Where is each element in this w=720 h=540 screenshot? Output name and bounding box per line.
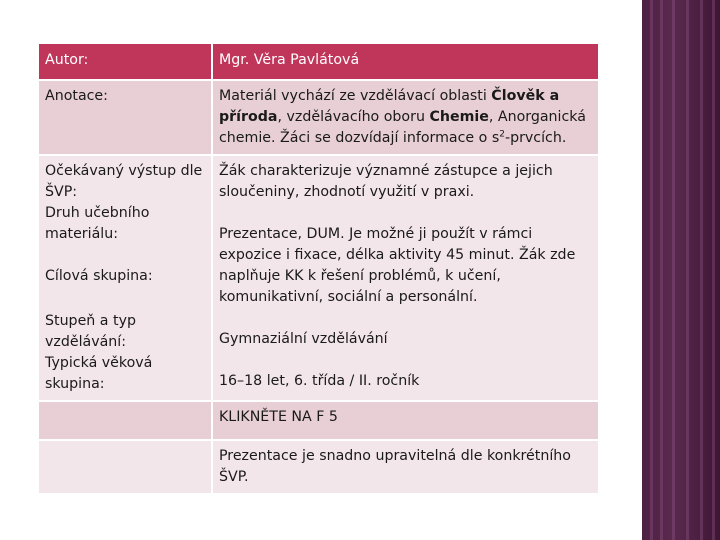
author-value: Mgr. Věra Pavlátová — [212, 43, 599, 80]
education-level-label: Stupeň a typ vzdělávání: — [45, 313, 136, 350]
click-note: KLIKNĚTE NA F 5 — [212, 401, 599, 440]
details-values — [212, 155, 599, 401]
target-group-label: Cílová skupina: — [45, 268, 153, 284]
expected-outcome-value: Žák charakterizuje významné zástupce a jejich sloučeniny, zhodnotí využití v praxi. — [219, 163, 553, 200]
table-row-footer — [38, 440, 599, 494]
annotation-value: Materiál vychází ze vzdělávací oblasti Člověk a příroda, vzdělávacího oboru Chemie, Anorganická chemie. Žáci se dozvídají informace o $s^2$-prvcích. — [212, 80, 599, 155]
table-row-annotation — [38, 80, 599, 155]
education-level-value: Gymnaziální vzdělávání — [219, 331, 388, 347]
author-label: Autor: — [38, 43, 212, 80]
table-row-click-note — [38, 401, 599, 440]
age-group-value: 16–18 let, 6. třída / II. ročník — [219, 373, 420, 389]
age-group-label: Typická věková skupina: — [45, 355, 153, 392]
empty-cell — [38, 440, 212, 494]
decorative-side-band — [642, 0, 720, 540]
metadata-table — [37, 42, 600, 495]
footer-note: Prezentace je snadno upravitelná dle konkrétního ŠVP. — [212, 440, 599, 494]
material-type-label: Druh učebního materiálu: — [45, 205, 150, 242]
material-type-value: Prezentace, DUM. Je možné ji použít v rámci expozice i fixace, délka aktivity 45 minut. Žák zde naplňuje KK k řešení problémů, k učení, komunikativní, sociální a personální. — [219, 226, 576, 305]
expected-outcome-label: Očekávaný výstup dle ŠVP: — [45, 163, 203, 200]
annotation-label: Anotace: — [38, 80, 212, 155]
details-labels — [38, 155, 212, 401]
table-row-author — [38, 43, 599, 80]
empty-cell — [38, 401, 212, 440]
table-row-details — [38, 155, 599, 401]
